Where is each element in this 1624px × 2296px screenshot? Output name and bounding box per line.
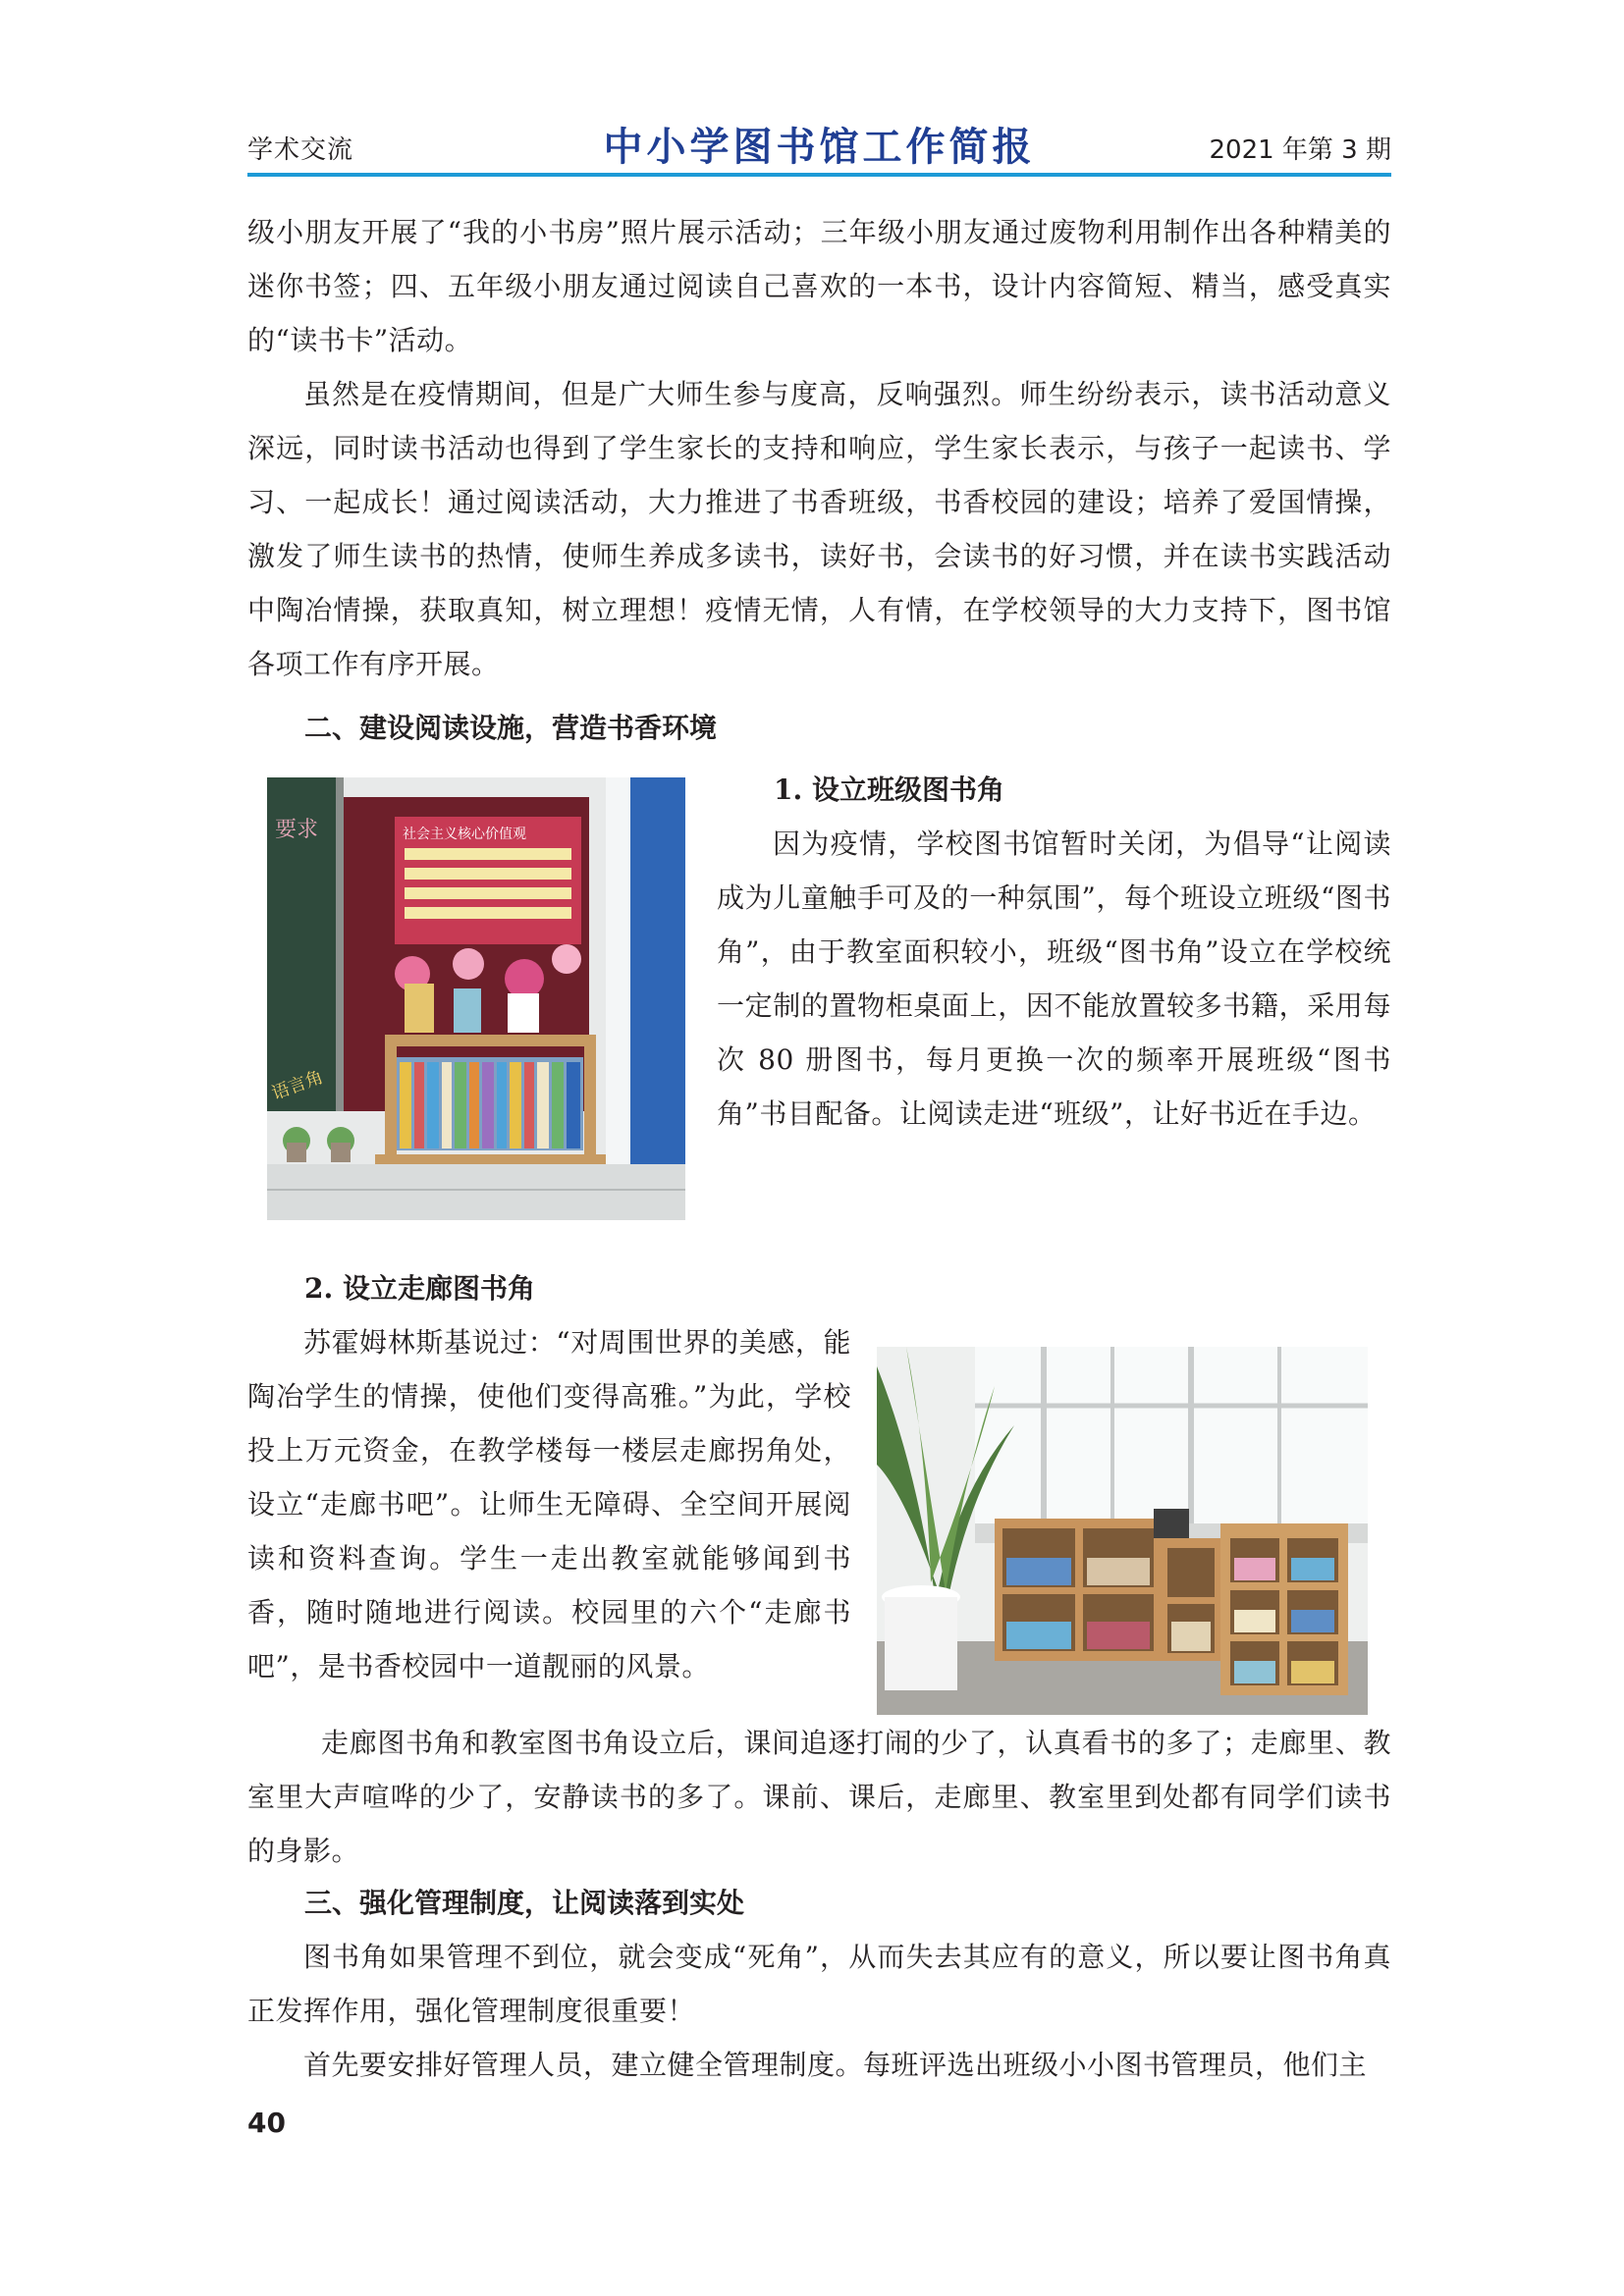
paragraph-5: 首先要安排好管理人员，建立健全管理制度。每班评选出班级小小图书管理员，他们主 (303, 2049, 1368, 2081)
section-heading-3: 三、强化管理制度，让阅读落到实处 (304, 1887, 745, 1919)
page-header (247, 116, 1391, 173)
paragraph-3: 走廊图书角和教室图书角设立后，课间追逐打闹的少了，认真看书的多了；走廊里、教室里大声喧哗的少了，安静读书的多了。课前、课后，走廊里、教室里到处都有同学们读书的身影。 (247, 1727, 1391, 1867)
issue-label: 2021 年第 3 期 (1209, 135, 1391, 165)
journal-title: 中小学图书馆工作简报 (603, 124, 1036, 170)
paragraph-2: 虽然是在疫情期间，但是广大师生参与度高，反响强烈。师生纷纷表示，读书活动意义深远，同时读书活动也得到了学生家长的支持和响应，学生家长表示，与孩子一起读书、学习、一起成长！通过阅读活动，大力推进了书香班级，书香校园的建设；培养了爱国情操，激发了师生读书的热情，使师生养成多读书，读好书，会读书的好习惯，并在读书实践活动中陶冶情操，获取真知，树立理想！疫情无情，人有情，在学校领导的大力支持下，图书馆各项工作有序开展。 (247, 378, 1391, 680)
subsection-2-title: 2. 设立走廊图书角 (304, 1272, 535, 1305)
header-rule (247, 173, 1391, 177)
paragraph-1: 级小朋友开展了“我的小书房”照片展示活动；三年级小朋友通过废物利用制作出各种精美的迷你书签；四、五年级小朋友通过阅读自己喜欢的一本书，设计内容简短、精当，感受真实的“读书卡”活动。 (247, 216, 1391, 356)
section-label: 学术交流 (247, 135, 354, 165)
subsection-1-text: 因为疫情，学校图书馆暂时关闭，为倡导“让阅读成为儿童触手可及的一种氛围”，每个班设立班级“图书角”，由于教室面积较小，班级“图书角”设立在学校统一定制的置物柜桌面上，因不能放置较多书籍，采用每次 80 册图书，每月更换一次的频率开展班级“图书角”书目配备。让阅读走进“班级”，让好书近在手边。 (717, 828, 1391, 1130)
subsection-2-text: 苏霍姆林斯基说过：“对周围世界的美感，能陶冶学生的情操，使他们变得高雅。”为此，学校投上万元资金，在教学楼每一楼层走廊拐角处，设立“走廊书吧”。让师生无障碍、全空间开展阅读和资料查询。学生一走出教室就能够闻到书香，随时随地进行阅读。校园里的六个“走廊书吧”，是书香校园中一道靓丽的风景。 (247, 1326, 851, 1682)
page-number: 40 (247, 2107, 286, 2139)
classroom-book-corner-photo (267, 777, 685, 1220)
corner-sign-text: 语言角 (268, 1066, 326, 1104)
subsection-1-title: 1. 设立班级图书角 (774, 774, 1004, 806)
corridor-book-corner-photo (877, 1347, 1368, 1715)
paragraph-4: 图书角如果管理不到位，就会变成“死角”，从而失去其应有的意义，所以要让图书角真正发挥作用，强化管理制度很重要！ (247, 1941, 1391, 2027)
chalkboard-text: 要求 (275, 818, 319, 842)
section-heading-2: 二、建设阅读设施，营造书香环境 (304, 712, 718, 744)
banner-text: 社会主义核心价值观 (403, 827, 526, 842)
